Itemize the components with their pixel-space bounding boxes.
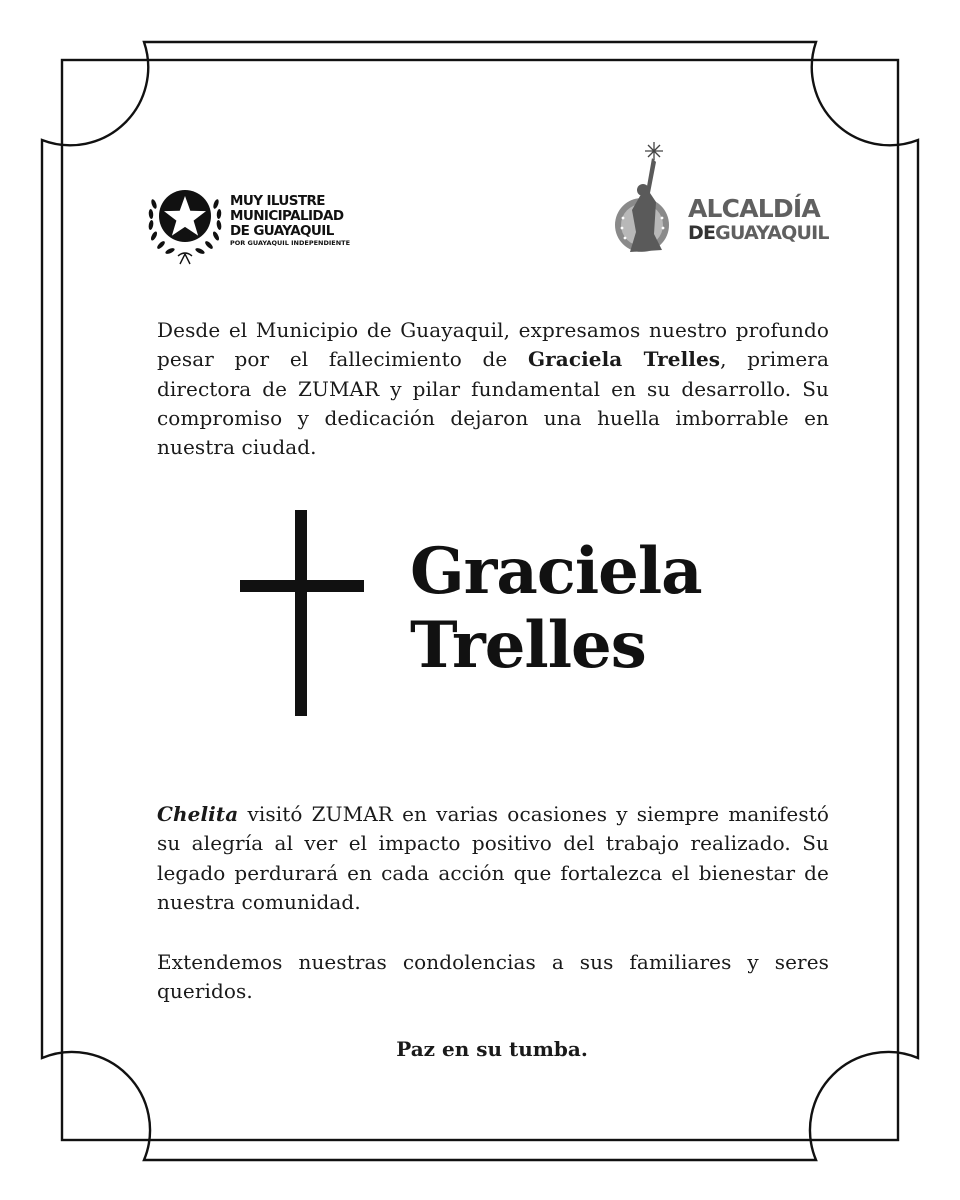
memorial-last-name: Trelles xyxy=(410,608,646,683)
condolences-paragraph: Extendemos nuestras condolencias a sus familiares y seres queridos. xyxy=(157,950,829,1004)
logo-right-prefix: DE xyxy=(688,222,716,244)
cross-icon xyxy=(240,510,364,716)
logo-left-line2: MUNICIPALIDAD xyxy=(230,208,344,224)
memorial-first-name: Graciela xyxy=(410,534,702,609)
intro-deceased-name: Graciela Trelles xyxy=(527,347,721,372)
torch-statue-emblem-icon xyxy=(610,138,690,262)
logo-left-line1: MUY ILUSTRE xyxy=(230,193,325,209)
legacy-nickname: Chelita xyxy=(157,802,239,826)
logo-left-line3: DE GUAYAQUIL xyxy=(230,223,334,239)
logo-right-name: GUAYAQUIL xyxy=(715,222,829,244)
alcaldia-logo xyxy=(610,138,829,262)
intro-text-before: Desde el Municipio de Guayaquil, expresamos nuestro profundo pesar por el fallecimiento de xyxy=(157,318,829,372)
municipality-logo xyxy=(145,182,351,266)
logo-right-line1: ALCALDÍA xyxy=(688,194,820,223)
intro-text-after: , primera directora de ZUMAR y pilar fundamental en su desarrollo. Su compromiso y dedicación dejaron una huella imborrable en nuestra ciudad. xyxy=(157,347,829,460)
logo-right-line2 xyxy=(688,222,829,244)
closing-line: Paz en su tumba. xyxy=(396,1037,588,1061)
laurel-star-emblem-icon xyxy=(145,182,229,266)
legacy-text: visitó ZUMAR en varias ocasiones y siempre manifestó su alegría al ver el impacto positivo del trabajo realizado. Su legado perdurará en cada acción que fortalezca el bienestar de nuestra comunidad. xyxy=(157,802,829,914)
intro-paragraph xyxy=(157,316,829,462)
logo-left-tagline: POR GUAYAQUIL INDEPENDIENTE xyxy=(230,239,351,247)
legacy-paragraph xyxy=(157,800,829,917)
memorial-name xyxy=(410,535,702,683)
